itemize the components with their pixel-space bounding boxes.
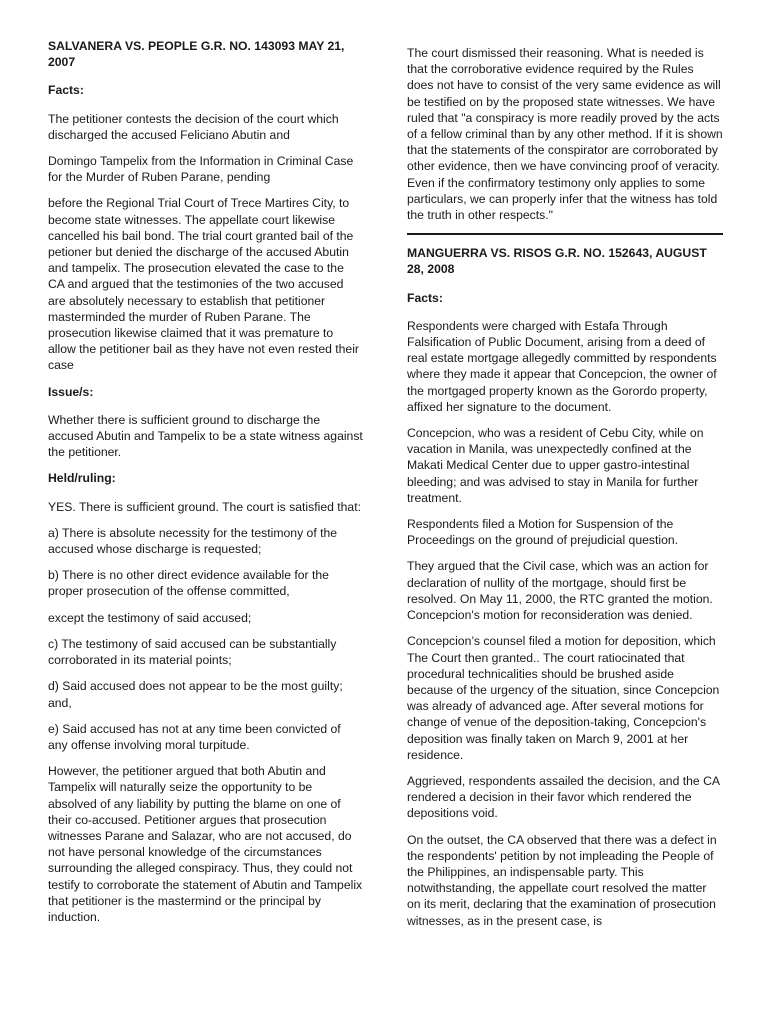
facts-paragraph: Respondents filed a Motion for Suspension of the Proceedings on the ground of prejudicial question. <box>407 517 679 548</box>
requirement-item: except the testimony of said accused; <box>48 610 252 625</box>
case-title: SALVANERA VS. PEOPLE G.R. NO. 143093 MAY 21, 2007 <box>48 39 345 70</box>
requirement-item: b) There is no other direct evidence available for the proper prosecution of the offense committed, <box>48 568 329 599</box>
facts-paragraph: before the Regional Trial Court of Trece Martires City, to become state witnesses. The appellate court likewise cancelled his bail bond. The trial court granted bail of the petioner but denied the discharge of the accused Abutin and tampelix. The prosecution elevated the case to the CA and argued that the testimonies of the two accused are absolutely necessary to establish that petitioner masterminded the murder of Ruben Parane. The prosecution likewise claimed that it was premature to allow the petitioner bail as they have not even rested their case <box>48 196 359 373</box>
facts-paragraph: Respondents were charged with Estafa Through Falsification of Public Document, arising from a deed of real estate mortgage allegedly committed by respondents where they made it appear that Concepcion, the owner of the mortgaged property known as the Gorordo property, affixed her signature to the document. <box>407 318 717 414</box>
facts-paragraph: Concepcion’s counsel filed a motion for deposition, which The Court then granted.. The court ratiocinated that procedural technicalities should be brushed aside because of the urgency of the situation, since Concepcion was already of advanced age. After several motions for change of venue of the deposition-taking, Concepcion's deposition was finally taken on March 9, 2001 at her residence. <box>407 634 720 762</box>
facts-heading: Facts: <box>407 290 443 305</box>
requirement-item: a) There is absolute necessity for the testimony of the accused whose discharge is requested; <box>48 525 338 557</box>
facts-paragraph: On the outset, the CA observed that there was a defect in the respondents' petition by not impleading the People of the Philippines, an indispensable party. This notwithstanding, the appellate court resolved the matter on its merit, declaring that the examination of prosecution witnesses, as in the present case, is <box>407 832 717 928</box>
requirement-item: c) The testimony of said accused can be substantially corroborated in its material points; <box>48 636 337 668</box>
continuation-paragraph: The court dismissed their reasoning. What is needed is that the corroborative evidence required by the Rules does not have to consist of the very same evidence as will be testified on by the proposed state witnesses. We have ruled that "a conspiracy is more readily proved by the acts of a fellow criminal than by any other method. If it is shown that the statements of the conspirator are corroborated by other evidence, then we have convincing proof of veracity. Even if the confirmatory testimony only applies to some particulars, we can properly infer that the witness has told the truth in other respects." <box>407 46 723 223</box>
case-title: MANGUERRA VS. RISOS G.R. NO. 152643, AUGUST 28, 2008 <box>407 246 707 277</box>
facts-paragraph: The petitioner contests the decision of the court which discharged the accused Feliciano Abutin and <box>48 111 339 142</box>
argument-paragraph: However, the petitioner argued that both Abutin and Tampelix will naturally seize the opportunity to be absolved of any liability by putting the blame on one of their co-accused. Petitioner argues that prosecution witnesses Parane and Salazar, who are not accused, do not have personal knowledge of the circumstances surrounding the alleged conspiracy. Thus, they could not testify to corroborate the statement of Abutin and Tampelix that petitioner is the mastermind or the principal by induction. <box>48 764 363 924</box>
held-paragraph: YES. There is sufficient ground. The court is satisfied that: <box>48 499 361 514</box>
held-heading: Held/ruling: <box>48 471 116 486</box>
facts-paragraph: Aggrieved, respondents assailed the decision, and the CA rendered a decision in their favor which rendered the depositions void. <box>407 773 720 821</box>
requirement-item: e) Said accused has not at any time been convicted of any offense involving moral turpitude. <box>48 721 341 752</box>
right-column <box>407 45 723 939</box>
section-divider <box>407 233 723 235</box>
left-column <box>48 38 363 935</box>
facts-paragraph: Concepcion, who was a resident of Cebu City, while on vacation in Manila, was unexpectedly confined at the Makati Medical Center due to upper gastro-intestinal bleeding; and was advised to stay in Manila for further treatment. <box>407 426 704 505</box>
facts-paragraph: Domingo Tampelix from the Information in Criminal Case for the Murder of Ruben Parane, pending <box>48 154 354 185</box>
facts-heading: Facts: <box>48 83 84 98</box>
issue-paragraph: Whether there is sufficient ground to discharge the accused Abutin and Tampelix to be a state witness against the petitioner. <box>48 412 363 460</box>
requirement-item: d) Said accused does not appear to be the most guilty; and, <box>48 679 343 710</box>
issue-heading: Issue/s: <box>48 384 94 399</box>
facts-paragraph: They argued that the Civil case, which was an action for declaration of nullity of the mortgage, should first be resolved. On May 11, 2000, the RTC granted the motion. Concepcion's motion for reconsideration was denied. <box>407 559 713 623</box>
